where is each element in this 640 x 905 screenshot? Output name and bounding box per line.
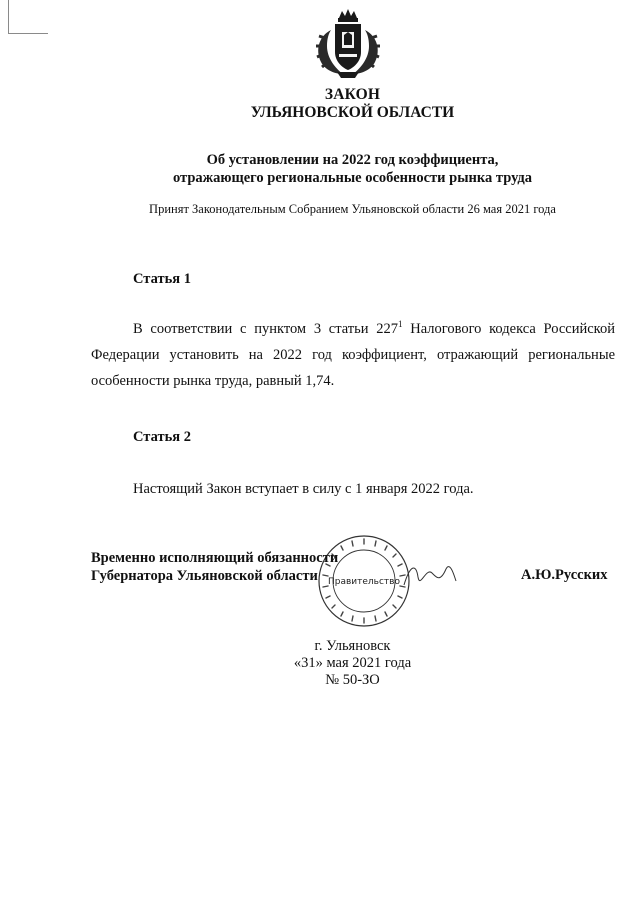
signing-date: «31» мая 2021 года (293, 655, 412, 671)
signer-position (91, 549, 338, 585)
seal-center-text: Правительство (328, 577, 400, 587)
signer-name: А.Ю.Русских (521, 567, 608, 583)
article-1-superscript: 1 (398, 319, 403, 329)
scan-edge-mark (8, 33, 48, 34)
signer-position-line: Губернатора Ульяновской области (91, 568, 318, 584)
signer-position-line: Временно исполняющий обязанности (91, 550, 339, 566)
signing-city: г. Ульяновск (314, 638, 391, 654)
law-number: № 50-ЗО (325, 672, 380, 688)
law-title (0, 151, 640, 187)
scan-edge-mark (8, 0, 9, 34)
coat-of-arms-emblem (313, 8, 383, 80)
article-2-text: Настоящий Закон вступает в силу с 1 января 2022 года. (133, 481, 474, 497)
adoption-note: Принят Законодательным Собранием Ульяновской области 26 мая 2021 года (149, 202, 556, 216)
article-2-heading: Статья 2 (133, 429, 191, 445)
handwritten-signature (400, 555, 460, 595)
law-region: УЛЬЯНОВСКОЙ ОБЛАСТИ (250, 104, 455, 121)
law-title-line: Об установлении на 2022 год коэффициента, (206, 152, 499, 168)
law-kind: ЗАКОН (324, 86, 381, 103)
article-1-text (91, 316, 615, 394)
article-1-text-part: Налогового кодекса Российской Федерации установить на 2022 год коэффициент, отражающий региональные особенности рынка труда, равный 1,74. (91, 321, 615, 389)
article-1-heading: Статья 1 (133, 271, 191, 287)
article-1-text-part: В соответствии с пунктом 3 статьи 227 (133, 321, 398, 337)
law-title-line: отражающего региональные особенности рынка труда (172, 170, 533, 186)
